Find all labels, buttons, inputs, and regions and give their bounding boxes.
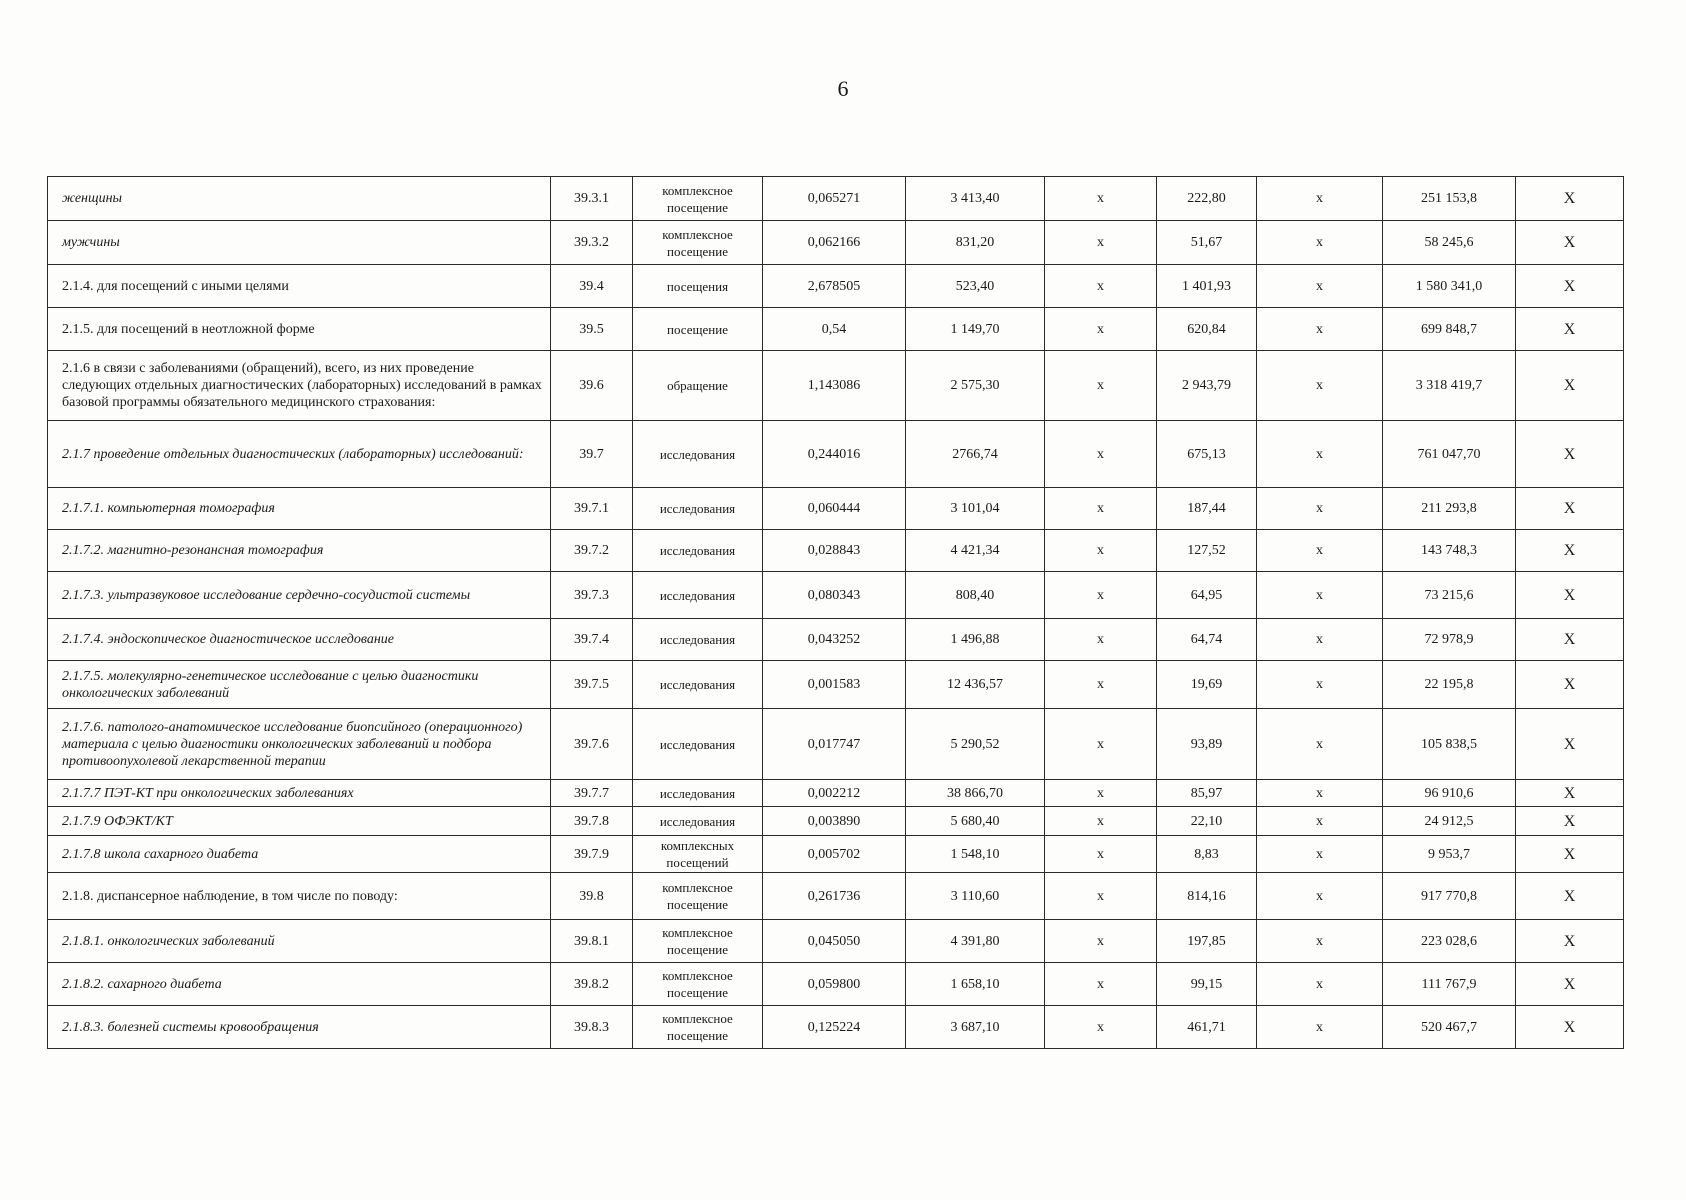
table-cell-unit: исследования — [633, 780, 763, 807]
table-cell-unit: комплексное посещение — [633, 1006, 763, 1049]
table-cell-total: 96 910,6 — [1383, 780, 1516, 807]
table-cell-x: X — [1516, 177, 1624, 221]
table-cell-x: X — [1516, 1006, 1624, 1049]
table-cell-name: 2.1.7.5. молекулярно-генетическое исследование с целью диагностики онкологических заболеваний — [48, 661, 551, 709]
table-row — [48, 265, 1624, 308]
table-row — [48, 807, 1624, 836]
table-cell-norm: 1,143086 — [763, 351, 906, 421]
table-cell-total: 3 318 419,7 — [1383, 351, 1516, 421]
table-cell-x: x — [1045, 709, 1157, 780]
table-cell-per-capita: 675,13 — [1157, 421, 1257, 488]
table-cell-cost: 3 110,60 — [906, 873, 1045, 920]
table-cell-x: X — [1516, 221, 1624, 265]
table-row — [48, 488, 1624, 530]
table-cell-x: x — [1257, 421, 1383, 488]
table-cell-norm: 0,059800 — [763, 963, 906, 1006]
table-cell-x: x — [1045, 1006, 1157, 1049]
table-cell-code: 39.7.6 — [551, 709, 633, 780]
table-cell-code: 39.5 — [551, 308, 633, 351]
table-cell-name: 2.1.7 проведение отдельных диагностических (лабораторных) исследований: — [48, 421, 551, 488]
table-cell-code: 39.6 — [551, 351, 633, 421]
table-cell-norm: 0,043252 — [763, 619, 906, 661]
table-cell-name: 2.1.7.7 ПЭТ-КТ при онкологических заболеваниях — [48, 780, 551, 807]
table-cell-cost: 4 391,80 — [906, 920, 1045, 963]
table-cell-x: x — [1045, 661, 1157, 709]
table-cell-x: x — [1045, 221, 1157, 265]
table-cell-cost: 2766,74 — [906, 421, 1045, 488]
table-cell-x: x — [1045, 265, 1157, 308]
table-cell-total: 251 153,8 — [1383, 177, 1516, 221]
table-cell-cost: 3 687,10 — [906, 1006, 1045, 1049]
table-cell-x: x — [1257, 177, 1383, 221]
table-cell-per-capita: 1 401,93 — [1157, 265, 1257, 308]
table-cell-code: 39.7.3 — [551, 572, 633, 619]
table-cell-x: X — [1516, 488, 1624, 530]
table-cell-code: 39.7.1 — [551, 488, 633, 530]
table-cell-cost: 808,40 — [906, 572, 1045, 619]
table-cell-x: x — [1045, 351, 1157, 421]
table-cell-norm: 0,065271 — [763, 177, 906, 221]
table-cell-name: женщины — [48, 177, 551, 221]
table-cell-norm: 0,001583 — [763, 661, 906, 709]
table-cell-cost: 1 496,88 — [906, 619, 1045, 661]
table-cell-total: 72 978,9 — [1383, 619, 1516, 661]
table-cell-name: 2.1.7.6. патолого-анатомическое исследование биопсийного (операционного) материала с целью диагностики онкологических заболеваний и подбора противоопухолевой лекарственной терапии — [48, 709, 551, 780]
table-row — [48, 1006, 1624, 1049]
table-cell-per-capita: 620,84 — [1157, 308, 1257, 351]
table-cell-code: 39.7.7 — [551, 780, 633, 807]
table-row — [48, 873, 1624, 920]
table-cell-cost: 1 548,10 — [906, 836, 1045, 873]
table-cell-per-capita: 85,97 — [1157, 780, 1257, 807]
table-cell-total: 1 580 341,0 — [1383, 265, 1516, 308]
table-cell-x: x — [1257, 488, 1383, 530]
table-row — [48, 530, 1624, 572]
table-cell-x: x — [1045, 177, 1157, 221]
table-cell-unit: исследования — [633, 530, 763, 572]
table-cell-cost: 831,20 — [906, 221, 1045, 265]
table-cell-per-capita: 19,69 — [1157, 661, 1257, 709]
table-cell-x: x — [1045, 619, 1157, 661]
table-cell-code: 39.7 — [551, 421, 633, 488]
table-cell-name: 2.1.7.3. ультразвуковое исследование сердечно-сосудистой системы — [48, 572, 551, 619]
table-row — [48, 963, 1624, 1006]
table-cell-total: 699 848,7 — [1383, 308, 1516, 351]
table-cell-per-capita: 93,89 — [1157, 709, 1257, 780]
table-cell-x: x — [1045, 530, 1157, 572]
table-row — [48, 619, 1624, 661]
table-row — [48, 661, 1624, 709]
table-cell-per-capita: 461,71 — [1157, 1006, 1257, 1049]
table-cell-per-capita: 222,80 — [1157, 177, 1257, 221]
table-cell-cost: 523,40 — [906, 265, 1045, 308]
table-cell-cost: 38 866,70 — [906, 780, 1045, 807]
table-cell-x: X — [1516, 421, 1624, 488]
table-cell-norm: 0,002212 — [763, 780, 906, 807]
table-cell-unit: исследования — [633, 619, 763, 661]
table-cell-cost: 5 290,52 — [906, 709, 1045, 780]
table-cell-name: 2.1.7.4. эндоскопическое диагностическое исследование — [48, 619, 551, 661]
table-cell-x: X — [1516, 530, 1624, 572]
table-cell-total: 73 215,6 — [1383, 572, 1516, 619]
table-cell-cost: 5 680,40 — [906, 807, 1045, 836]
table-cell-x: x — [1257, 221, 1383, 265]
table-cell-per-capita: 99,15 — [1157, 963, 1257, 1006]
table-cell-code: 39.8 — [551, 873, 633, 920]
table-row — [48, 780, 1624, 807]
table-cell-name: мужчины — [48, 221, 551, 265]
table-cell-x: x — [1257, 963, 1383, 1006]
table-cell-total: 105 838,5 — [1383, 709, 1516, 780]
table-row — [48, 836, 1624, 873]
table-cell-per-capita: 814,16 — [1157, 873, 1257, 920]
table-cell-name: 2.1.7.2. магнитно-резонансная томография — [48, 530, 551, 572]
table-cell-x: X — [1516, 780, 1624, 807]
table-cell-cost: 3 413,40 — [906, 177, 1045, 221]
table-cell-norm: 0,54 — [763, 308, 906, 351]
table-cell-x: x — [1257, 619, 1383, 661]
table-cell-x: X — [1516, 807, 1624, 836]
table-cell-total: 761 047,70 — [1383, 421, 1516, 488]
table-cell-name: 2.1.6 в связи с заболеваниями (обращений), всего, из них проведение следующих отдельных диагностических (лабораторных) исследований в рамках базовой программы обязательного медицинского страхования: — [48, 351, 551, 421]
table-cell-x: X — [1516, 709, 1624, 780]
table-cell-total: 917 770,8 — [1383, 873, 1516, 920]
table-cell-x: x — [1257, 807, 1383, 836]
table-cell-x: x — [1045, 488, 1157, 530]
table-cell-total: 111 767,9 — [1383, 963, 1516, 1006]
table-row — [48, 177, 1624, 221]
table-cell-x: x — [1045, 807, 1157, 836]
table-cell-cost: 12 436,57 — [906, 661, 1045, 709]
table-cell-name: 2.1.7.1. компьютерная томография — [48, 488, 551, 530]
table-cell-name: 2.1.7.8 школа сахарного диабета — [48, 836, 551, 873]
table-cell-name: 2.1.7.9 ОФЭКТ/КТ — [48, 807, 551, 836]
table-cell-name: 2.1.4. для посещений с иными целями — [48, 265, 551, 308]
table-row — [48, 920, 1624, 963]
table-cell-name: 2.1.8.1. онкологических заболеваний — [48, 920, 551, 963]
table-cell-cost: 4 421,34 — [906, 530, 1045, 572]
table-cell-norm: 0,062166 — [763, 221, 906, 265]
table-cell-norm: 0,045050 — [763, 920, 906, 963]
table-cell-code: 39.8.2 — [551, 963, 633, 1006]
table-cell-x: x — [1257, 1006, 1383, 1049]
table-cell-x: x — [1045, 920, 1157, 963]
table-cell-per-capita: 197,85 — [1157, 920, 1257, 963]
page-number: 6 — [837, 76, 849, 101]
table-cell-code: 39.3.2 — [551, 221, 633, 265]
table-cell-x: x — [1257, 572, 1383, 619]
table-cell-total: 22 195,8 — [1383, 661, 1516, 709]
table-cell-norm: 0,080343 — [763, 572, 906, 619]
table-cell-total: 9 953,7 — [1383, 836, 1516, 873]
table-cell-x: x — [1045, 873, 1157, 920]
table-cell-cost: 2 575,30 — [906, 351, 1045, 421]
table-cell-x: x — [1045, 963, 1157, 1006]
table-cell-name: 2.1.8.2. сахарного диабета — [48, 963, 551, 1006]
table-cell-unit: комплексное посещение — [633, 177, 763, 221]
table-cell-per-capita: 2 943,79 — [1157, 351, 1257, 421]
table-cell-unit: посещения — [633, 265, 763, 308]
table-cell-norm: 0,003890 — [763, 807, 906, 836]
table-cell-unit: посещение — [633, 308, 763, 351]
table-cell-name: 2.1.5. для посещений в неотложной форме — [48, 308, 551, 351]
table-cell-x: X — [1516, 351, 1624, 421]
table-cell-unit: исследования — [633, 572, 763, 619]
table-cell-norm: 0,028843 — [763, 530, 906, 572]
table-cell-total: 24 912,5 — [1383, 807, 1516, 836]
table-cell-code: 39.3.1 — [551, 177, 633, 221]
table-cell-x: X — [1516, 308, 1624, 351]
table-cell-x: x — [1257, 308, 1383, 351]
table-cell-code: 39.7.8 — [551, 807, 633, 836]
table-cell-per-capita: 64,74 — [1157, 619, 1257, 661]
table-cell-total: 520 467,7 — [1383, 1006, 1516, 1049]
table-cell-unit: комплексное посещение — [633, 920, 763, 963]
table-cell-x: x — [1045, 572, 1157, 619]
table-cell-per-capita: 127,52 — [1157, 530, 1257, 572]
table-cell-per-capita: 51,67 — [1157, 221, 1257, 265]
table-cell-x: x — [1257, 836, 1383, 873]
table-cell-norm: 0,005702 — [763, 836, 906, 873]
table-cell-x: X — [1516, 619, 1624, 661]
table-cell-name: 2.1.8. диспансерное наблюдение, в том числе по поводу: — [48, 873, 551, 920]
table-row — [48, 351, 1624, 421]
table-cell-norm: 0,244016 — [763, 421, 906, 488]
table-cell-x: x — [1045, 836, 1157, 873]
table-cell-norm: 2,678505 — [763, 265, 906, 308]
table-cell-norm: 0,017747 — [763, 709, 906, 780]
table-cell-x: X — [1516, 661, 1624, 709]
table-cell-total: 223 028,6 — [1383, 920, 1516, 963]
table-row — [48, 221, 1624, 265]
table-cell-x: x — [1257, 661, 1383, 709]
table-cell-cost: 3 101,04 — [906, 488, 1045, 530]
table-cell-norm: 0,125224 — [763, 1006, 906, 1049]
table-cell-total: 58 245,6 — [1383, 221, 1516, 265]
table-cell-code: 39.8.1 — [551, 920, 633, 963]
table-row — [48, 572, 1624, 619]
table-cell-x: X — [1516, 836, 1624, 873]
table-cell-norm: 0,261736 — [763, 873, 906, 920]
table-cell-x: x — [1257, 709, 1383, 780]
table-cell-code: 39.8.3 — [551, 1006, 633, 1049]
table-cell-x: x — [1045, 421, 1157, 488]
table-cell-unit: комплексных посещений — [633, 836, 763, 873]
table-cell-per-capita: 187,44 — [1157, 488, 1257, 530]
table-cell-x: x — [1045, 780, 1157, 807]
table-cell-norm: 0,060444 — [763, 488, 906, 530]
table-cell-unit: обращение — [633, 351, 763, 421]
table-cell-code: 39.7.4 — [551, 619, 633, 661]
table-cell-x: x — [1257, 920, 1383, 963]
table-cell-cost: 1 149,70 — [906, 308, 1045, 351]
table-row — [48, 421, 1624, 488]
table-cell-x: X — [1516, 265, 1624, 308]
table-cell-per-capita: 64,95 — [1157, 572, 1257, 619]
table-cell-x: x — [1257, 780, 1383, 807]
table-cell-code: 39.7.9 — [551, 836, 633, 873]
table-cell-x: x — [1045, 308, 1157, 351]
table-cell-per-capita: 22,10 — [1157, 807, 1257, 836]
table-row — [48, 308, 1624, 351]
table-cell-total: 143 748,3 — [1383, 530, 1516, 572]
table-cell-total: 211 293,8 — [1383, 488, 1516, 530]
table-cell-x: X — [1516, 963, 1624, 1006]
table-cell-x: X — [1516, 920, 1624, 963]
table-cell-x: x — [1257, 351, 1383, 421]
table-cell-unit: комплексное посещение — [633, 963, 763, 1006]
table-cell-unit: исследования — [633, 488, 763, 530]
table-cell-unit: исследования — [633, 661, 763, 709]
tariff-table — [47, 176, 1624, 1049]
table-cell-code: 39.7.5 — [551, 661, 633, 709]
table-cell-x: x — [1257, 265, 1383, 308]
table-cell-x: x — [1257, 873, 1383, 920]
table-cell-cost: 1 658,10 — [906, 963, 1045, 1006]
table-cell-x: X — [1516, 873, 1624, 920]
table-cell-unit: исследования — [633, 807, 763, 836]
table-cell-x: x — [1257, 530, 1383, 572]
table-row — [48, 709, 1624, 780]
table-cell-name: 2.1.8.3. болезней системы кровообращения — [48, 1006, 551, 1049]
table-cell-unit: комплексное посещение — [633, 873, 763, 920]
table-cell-code: 39.4 — [551, 265, 633, 308]
table-cell-unit: исследования — [633, 421, 763, 488]
table-cell-unit: исследования — [633, 709, 763, 780]
table-cell-x: X — [1516, 572, 1624, 619]
table-cell-unit: комплексное посещение — [633, 221, 763, 265]
table-cell-per-capita: 8,83 — [1157, 836, 1257, 873]
table-cell-code: 39.7.2 — [551, 530, 633, 572]
